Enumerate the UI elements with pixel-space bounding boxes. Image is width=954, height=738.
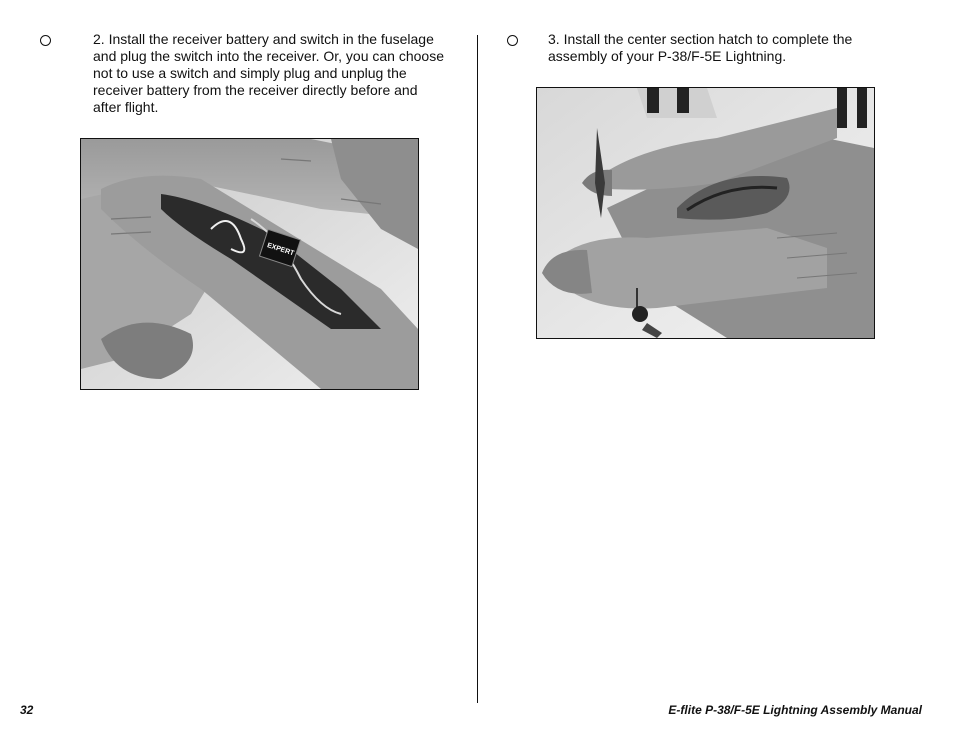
checkbox-circle-icon[interactable] (40, 35, 51, 46)
step-3-text: 3. Install the center section hatch to complete the assembly of your P-38/F-5E Lightning. (548, 31, 853, 64)
page-number: 32 (20, 703, 34, 717)
receiver-label: EXPERT (266, 242, 295, 258)
manual-title: E-flite P-38/F-5E Lightning Assembly Manual (668, 703, 922, 717)
step-2-text: 2. Install the receiver battery and switch in the fuselage and plug the switch into the receiver. Or, you can choose not to use a switch and simply plug and unplug the receiver battery from the receiver directly before and after flight. (93, 31, 444, 115)
photo-completed-aircraft (536, 87, 875, 339)
checkbox-circle-icon[interactable] (507, 35, 518, 46)
photo-receiver-battery-install (80, 138, 419, 390)
column-divider (477, 35, 478, 703)
